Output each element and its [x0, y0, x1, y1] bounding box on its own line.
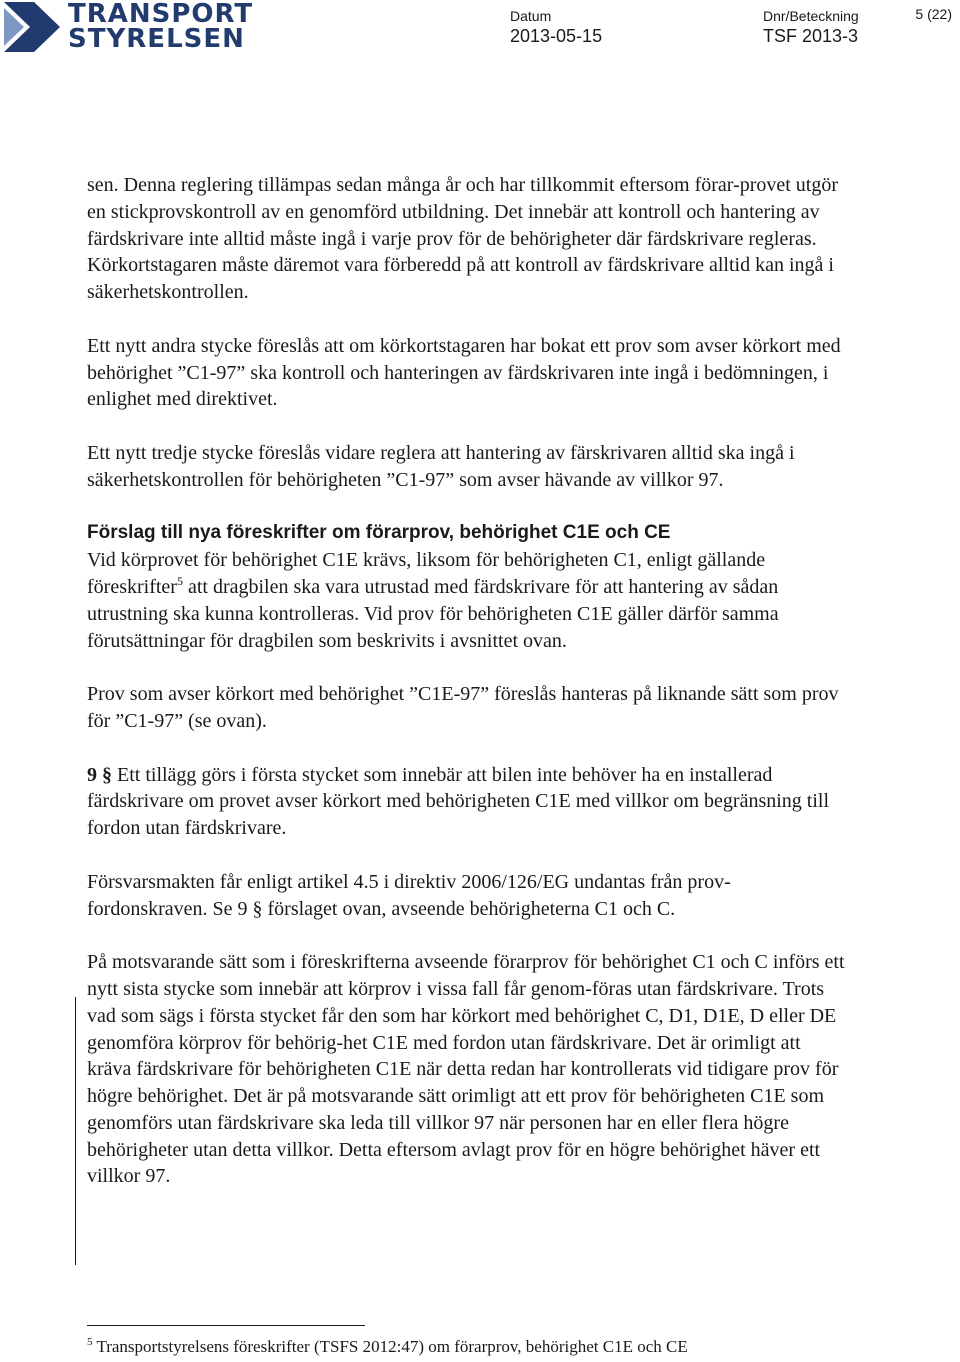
document-body: [87, 172, 847, 1217]
paragraph-1: sen. Denna reglering tillämpas sedan många år och har tillkommit eftersom förar-provet utgör en stickprovskontroll av en genomförd utbildning. Det innebär att kontroll och hantering av färdskrivare inte alltid måste ingå i varje prov för de behörigheter där färdskrivare regleras. Körkortstagaren måste däremot vara förberedd på att kontroll av färdskrivare alltid kan ingå i säkerhetskontrollen.: [87, 174, 839, 304]
logo-line-2: STYRELSEN: [68, 24, 245, 54]
footnote-number: 5: [87, 1336, 93, 1348]
paragraph-forsvarsmakten: Försvarsmakten får enligt artikel 4.5 i direktiv 2006/126/EG undantas från prov-fordonskraven. Se 9 § förslaget ovan, avseende behörigheterna C1 och C.: [87, 870, 731, 920]
footnote-separator: [87, 1325, 365, 1326]
date-value: 2013-05-15: [510, 26, 603, 46]
paragraph-prov: Prov som avser körkort med behörighet ”C1E-97” föreslås hanteras på liknande sätt som prov för ”C1-97” (se ovan).: [87, 683, 839, 732]
footnote: [87, 1336, 688, 1358]
logo-mark-icon: [4, 2, 60, 52]
section-paragraph: [87, 547, 847, 654]
paragraph-9-text: Ett tillägg görs i första stycket som innebär att bilen inte behöver ha en installerad färdskrivare om provet avser körkort med behörigheten C1E med villkor om begränsning till fordon utan färdskrivare.: [87, 763, 830, 840]
paragraph-motsvarande: På motsvarande sätt som i föreskrifterna avseende förarprov för behörighet C1 och C införs ett nytt sista stycke som innebär att körprov i vissa fall får genom-föras utan färdskrivare. Trots vad som sägs i första stycket får den som har körkort med behörighet C, D1, D1E, D eller DE genomföra körprov för behörig-het C1E med fordon utan färdskrivare. Det är orimligt att kräva färdskrivare för behörigheten C1E när detta redan har kontrollerats vid tidigare prov för högre behörighet. Det är på motsvarande sätt orimligt att ett prov för behörigheten C1E som genomförs utan färdskrivare ska leda till villkor 97 när personen har en eller flera högre behörigheter utan detta villkor. Detta eftersom avlagt prov för en högre behörighet häver ett villkor 97.: [87, 951, 845, 1188]
reference-value: TSF 2013-3: [763, 26, 859, 46]
change-bar: [75, 997, 76, 1265]
paragraph-9-section: [87, 762, 847, 842]
logo-wordmark: [68, 2, 253, 52]
paragraph-2: Ett nytt andra stycke föreslås att om körkortstagaren har bokat ett prov som avser körkort med behörighet ”C1-97” ska kontroll och hanteringen av färdskrivaren inte ingå i bedömningen, i enlighet med direktivet.: [87, 334, 841, 411]
paragraph-3: Ett nytt tredje stycke föreslås vidare reglera att hantering av färskrivaren alltid ska ingå i säkerhetskontrollen för behörigheten ”C1-97” som avser hävande av villkor 97.: [87, 441, 795, 491]
footnote-reference[interactable]: 5: [176, 573, 183, 588]
date-label: Datum: [510, 8, 552, 24]
section-number: 9 §: [87, 763, 112, 786]
section-paragraph-text-2: att dragbilen ska vara utrustad med färdskrivare för att hantering av sådan utrustning ska kunna kontrolleras. Vid prov för behörigheten C1E gäller därför samma förutsättningar för dragbilen som beskrivits i avsnittet ovan.: [87, 575, 779, 652]
section-heading: Förslag till nya föreskrifter om förarprov, behörighet C1E och CE: [87, 522, 671, 544]
section-paragraph-text-1: Vid körprovet för behörighet C1E krävs, liksom för behörigheten C1, enligt gällande föreskrifter: [87, 549, 766, 598]
logo-line-1: TRANSPORT: [68, 0, 254, 29]
footnote-text: Transportstyrelsens föreskrifter (TSFS 2012:47) om förarprov, behörighet C1E och CE: [92, 1337, 688, 1356]
page-number: 5 (22): [915, 6, 952, 22]
transportstyrelsen-logo: [4, 0, 254, 54]
reference-label: Dnr/Beteckning: [763, 8, 859, 24]
